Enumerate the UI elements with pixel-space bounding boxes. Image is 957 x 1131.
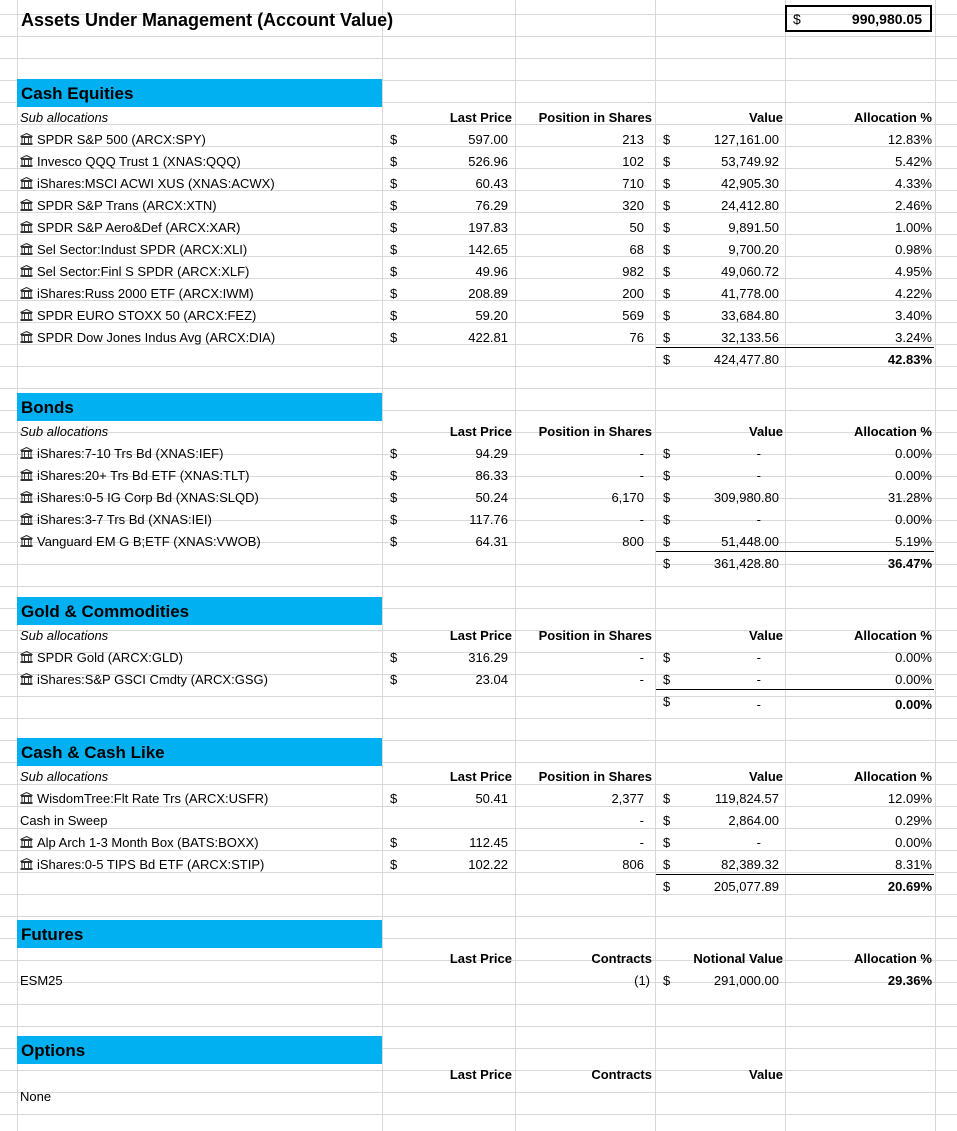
holding-label: iShares:Russ 2000 ETF (ARCX:IWM) bbox=[37, 286, 254, 301]
total-underline bbox=[786, 347, 934, 348]
position-value: - bbox=[756, 468, 761, 483]
position-value: - bbox=[756, 512, 761, 527]
section-header: Bonds bbox=[17, 393, 382, 421]
position-value: 309,980.80 bbox=[713, 490, 779, 505]
position-value: 127,161.00 bbox=[713, 132, 779, 147]
page-title: Assets Under Management (Account Value) bbox=[21, 10, 394, 30]
futures-value-currency: $ bbox=[663, 973, 671, 988]
position-shares: - bbox=[639, 672, 644, 687]
options-none-label: None bbox=[20, 1089, 52, 1104]
position-shares: - bbox=[639, 468, 644, 483]
price-currency: $ bbox=[390, 835, 398, 850]
holding-label: SPDR Gold (ARCX:GLD) bbox=[37, 650, 183, 665]
allocation-pct: 0.29% bbox=[895, 813, 932, 828]
aum-total-box bbox=[785, 5, 932, 32]
section-header: Futures bbox=[17, 920, 382, 948]
grid-row-line bbox=[0, 58, 957, 59]
holding-label: Alp Arch 1-3 Month Box (BATS:BOXX) bbox=[37, 835, 259, 850]
futures-allocation: 29.36% bbox=[887, 973, 932, 988]
position-value: 82,389.32 bbox=[721, 857, 779, 872]
bank-building-icon bbox=[20, 513, 33, 525]
position-value: 9,700.20 bbox=[728, 242, 779, 257]
holding-name[interactable] bbox=[20, 669, 268, 691]
col-header-last-price: Last Price bbox=[449, 628, 512, 643]
holding-name[interactable] bbox=[20, 305, 256, 327]
value-currency: $ bbox=[663, 198, 671, 213]
price-currency: $ bbox=[390, 286, 398, 301]
holding-label: Vanguard EM G B;ETF (XNAS:VWOB) bbox=[37, 534, 261, 549]
value-currency: $ bbox=[663, 286, 671, 301]
holding-label: iShares:MSCI ACWI XUS (XNAS:ACWX) bbox=[37, 176, 275, 191]
col-header-value: Value bbox=[749, 628, 783, 643]
price-currency: $ bbox=[390, 264, 398, 279]
value-currency: $ bbox=[663, 308, 671, 323]
bank-building-icon bbox=[20, 221, 33, 233]
position-shares: 569 bbox=[622, 308, 644, 323]
last-price: 526.96 bbox=[468, 154, 508, 169]
last-price: 102.22 bbox=[468, 857, 508, 872]
allocation-pct: 5.19% bbox=[895, 534, 932, 549]
position-value: 51,448.00 bbox=[721, 534, 779, 549]
holding-name[interactable] bbox=[20, 509, 212, 531]
price-currency: $ bbox=[390, 672, 398, 687]
col-header-last-price: Last Price bbox=[449, 110, 512, 125]
section-total-value: 361,428.80 bbox=[713, 556, 779, 571]
price-currency: $ bbox=[390, 176, 398, 191]
allocation-pct: 3.24% bbox=[895, 330, 932, 345]
total-underline bbox=[656, 551, 786, 552]
bank-building-icon bbox=[20, 858, 33, 870]
position-value: 24,412.80 bbox=[721, 198, 779, 213]
bank-building-icon bbox=[20, 133, 33, 145]
sub-allocations-label: Sub allocations bbox=[20, 110, 109, 125]
section-total-allocation: 36.47% bbox=[887, 556, 932, 571]
position-shares: 6,170 bbox=[611, 490, 644, 505]
grid-col-line bbox=[17, 0, 18, 1131]
col-header-position: Position in Shares bbox=[538, 424, 652, 439]
position-shares: 710 bbox=[622, 176, 644, 191]
section-total-allocation: 20.69% bbox=[887, 879, 932, 894]
col-header-value: Value bbox=[749, 110, 783, 125]
holding-label: Sel Sector:Finl S SPDR (ARCX:XLF) bbox=[37, 264, 250, 279]
holding-name[interactable] bbox=[20, 810, 107, 832]
value-currency: $ bbox=[663, 791, 671, 806]
section-total-allocation: 0.00% bbox=[895, 697, 932, 712]
allocation-pct: 2.46% bbox=[895, 198, 932, 213]
position-shares: 68 bbox=[629, 242, 644, 257]
holding-label: SPDR EURO STOXX 50 (ARCX:FEZ) bbox=[37, 308, 257, 323]
holding-name[interactable] bbox=[20, 327, 275, 349]
allocation-pct: 0.00% bbox=[895, 672, 932, 687]
allocation-pct: 0.00% bbox=[895, 446, 932, 461]
position-shares: - bbox=[639, 446, 644, 461]
allocation-pct: 1.00% bbox=[895, 220, 932, 235]
col-header-allocation: Allocation % bbox=[853, 110, 932, 125]
price-currency: $ bbox=[390, 446, 398, 461]
price-currency: $ bbox=[390, 220, 398, 235]
holding-name[interactable] bbox=[20, 261, 249, 283]
bank-building-icon bbox=[20, 331, 33, 343]
price-currency: $ bbox=[390, 154, 398, 169]
last-price: 142.65 bbox=[468, 242, 508, 257]
holding-label: SPDR S&P 500 (ARCX:SPY) bbox=[37, 132, 206, 147]
col-header-contracts: Contracts bbox=[591, 951, 652, 966]
allocation-pct: 12.83% bbox=[887, 132, 932, 147]
col-header-last-price: Last Price bbox=[449, 769, 512, 784]
last-price: 86.33 bbox=[475, 468, 508, 483]
position-shares: 213 bbox=[622, 132, 644, 147]
price-currency: $ bbox=[390, 650, 398, 665]
price-currency: $ bbox=[390, 791, 398, 806]
holding-label: iShares:S&P GSCI Cmdty (ARCX:GSG) bbox=[37, 672, 268, 687]
position-value: 42,905.30 bbox=[721, 176, 779, 191]
bank-building-icon bbox=[20, 155, 33, 167]
holding-label: Cash in Sweep bbox=[20, 813, 108, 828]
bank-building-icon bbox=[20, 199, 33, 211]
holding-label: SPDR S&P Aero&Def (ARCX:XAR) bbox=[37, 220, 241, 235]
allocation-pct: 0.00% bbox=[895, 650, 932, 665]
holding-name[interactable] bbox=[20, 647, 183, 669]
holding-label: iShares:20+ Trs Bd ETF (XNAS:TLT) bbox=[37, 468, 250, 483]
holding-name[interactable] bbox=[20, 487, 259, 509]
grid-row-line bbox=[0, 586, 957, 587]
allocation-pct: 4.33% bbox=[895, 176, 932, 191]
last-price: 597.00 bbox=[468, 132, 508, 147]
position-value: 49,060.72 bbox=[721, 264, 779, 279]
value-currency: $ bbox=[663, 330, 671, 345]
col-header-value: Value bbox=[749, 1067, 783, 1082]
value-currency: $ bbox=[663, 512, 671, 527]
section-total-value: - bbox=[756, 697, 761, 712]
col-header-notional-value: Notional Value bbox=[693, 951, 783, 966]
position-value: - bbox=[756, 672, 761, 687]
position-value: 41,778.00 bbox=[721, 286, 779, 301]
last-price: 76.29 bbox=[475, 198, 508, 213]
last-price: 60.43 bbox=[475, 176, 508, 191]
value-currency: $ bbox=[663, 220, 671, 235]
col-header-allocation: Allocation % bbox=[853, 951, 932, 966]
position-shares: 2,377 bbox=[611, 791, 644, 806]
grid-row-line bbox=[0, 36, 957, 37]
allocation-pct: 31.28% bbox=[887, 490, 932, 505]
value-currency: $ bbox=[663, 176, 671, 191]
last-price: 94.29 bbox=[475, 446, 508, 461]
position-shares: 806 bbox=[622, 857, 644, 872]
sub-allocations-label: Sub allocations bbox=[20, 628, 109, 643]
price-currency: $ bbox=[390, 198, 398, 213]
aum-value: 990,980.05 bbox=[851, 11, 922, 27]
last-price: 208.89 bbox=[468, 286, 508, 301]
value-currency: $ bbox=[663, 446, 671, 461]
holding-name[interactable] bbox=[20, 465, 250, 487]
position-shares: 76 bbox=[629, 330, 644, 345]
position-shares: 320 bbox=[622, 198, 644, 213]
position-shares: 200 bbox=[622, 286, 644, 301]
last-price: 64.31 bbox=[475, 534, 508, 549]
holding-name[interactable] bbox=[20, 151, 241, 173]
value-currency: $ bbox=[663, 468, 671, 483]
last-price: 117.76 bbox=[469, 512, 508, 527]
last-price: 59.20 bbox=[475, 308, 508, 323]
col-header-position: Position in Shares bbox=[538, 628, 652, 643]
position-shares: - bbox=[639, 512, 644, 527]
sub-allocations-label: Sub allocations bbox=[20, 424, 109, 439]
holding-label: SPDR Dow Jones Indus Avg (ARCX:DIA) bbox=[37, 330, 276, 345]
col-header-last-price: Last Price bbox=[449, 424, 512, 439]
total-currency: $ bbox=[663, 556, 671, 571]
allocation-pct: 0.00% bbox=[895, 512, 932, 527]
section-header: Options bbox=[17, 1036, 382, 1064]
holding-name[interactable] bbox=[20, 832, 259, 854]
position-value: 53,749.92 bbox=[721, 154, 779, 169]
section-total-value: 424,477.80 bbox=[713, 352, 779, 367]
grid-row-line bbox=[0, 1026, 957, 1027]
grid-col-line bbox=[935, 0, 936, 1131]
allocation-pct: 8.31% bbox=[895, 857, 932, 872]
holding-name[interactable] bbox=[20, 443, 223, 465]
position-shares: - bbox=[639, 650, 644, 665]
position-value: 9,891.50 bbox=[728, 220, 779, 235]
total-currency: $ bbox=[663, 694, 671, 709]
futures-notional-value: 291,000.00 bbox=[713, 973, 779, 988]
position-value: - bbox=[756, 446, 761, 461]
position-value: - bbox=[756, 650, 761, 665]
col-header-position: Position in Shares bbox=[538, 769, 652, 784]
allocation-pct: 4.95% bbox=[895, 264, 932, 279]
value-currency: $ bbox=[663, 242, 671, 257]
total-underline bbox=[656, 689, 786, 690]
position-value: 32,133.56 bbox=[721, 330, 779, 345]
allocation-pct: 4.22% bbox=[895, 286, 932, 301]
sub-allocations-label: Sub allocations bbox=[20, 769, 109, 784]
total-underline bbox=[656, 874, 786, 875]
position-shares: 982 bbox=[622, 264, 644, 279]
value-currency: $ bbox=[663, 154, 671, 169]
price-currency: $ bbox=[390, 330, 398, 345]
bank-building-icon bbox=[20, 287, 33, 299]
allocation-pct: 5.42% bbox=[895, 154, 932, 169]
allocation-pct: 12.09% bbox=[887, 791, 932, 806]
section-header: Cash & Cash Like bbox=[17, 738, 382, 766]
section-header: Gold & Commodities bbox=[17, 597, 382, 625]
grid-row-line bbox=[0, 916, 957, 917]
price-currency: $ bbox=[390, 490, 398, 505]
allocation-pct: 0.98% bbox=[895, 242, 932, 257]
position-value: 119,824.57 bbox=[714, 791, 779, 806]
col-header-value: Value bbox=[749, 769, 783, 784]
value-currency: $ bbox=[663, 534, 671, 549]
last-price: 112.45 bbox=[469, 835, 508, 850]
last-price: 23.04 bbox=[475, 672, 508, 687]
grid-row-line bbox=[0, 718, 957, 719]
value-currency: $ bbox=[663, 132, 671, 147]
col-header-value: Value bbox=[749, 424, 783, 439]
holding-name[interactable] bbox=[20, 239, 247, 261]
bank-building-icon bbox=[20, 265, 33, 277]
col-header-last-price: Last Price bbox=[449, 1067, 512, 1082]
section-header: Cash Equities bbox=[17, 79, 382, 107]
col-header-allocation: Allocation % bbox=[853, 424, 932, 439]
bank-building-icon bbox=[20, 447, 33, 459]
grid-row-line bbox=[0, 1004, 957, 1005]
holding-label: iShares:3-7 Trs Bd (XNAS:IEI) bbox=[37, 512, 212, 527]
last-price: 316.29 bbox=[468, 650, 508, 665]
bank-building-icon bbox=[20, 836, 33, 848]
price-currency: $ bbox=[390, 308, 398, 323]
section-total-value: 205,077.89 bbox=[713, 879, 779, 894]
col-header-contracts: Contracts bbox=[591, 1067, 652, 1082]
price-currency: $ bbox=[390, 512, 398, 527]
position-value: 33,684.80 bbox=[721, 308, 779, 323]
holding-label: SPDR S&P Trans (ARCX:XTN) bbox=[37, 198, 217, 213]
bank-building-icon bbox=[20, 177, 33, 189]
holding-name[interactable] bbox=[20, 129, 206, 151]
price-currency: $ bbox=[390, 534, 398, 549]
price-currency: $ bbox=[390, 132, 398, 147]
holding-label: iShares:7-10 Trs Bd (XNAS:IEF) bbox=[37, 446, 224, 461]
bank-building-icon bbox=[20, 673, 33, 685]
col-header-position: Position in Shares bbox=[538, 110, 652, 125]
total-underline bbox=[786, 689, 934, 690]
holding-name[interactable] bbox=[20, 195, 217, 217]
grid-row-line bbox=[0, 1092, 957, 1093]
futures-contracts: (1) bbox=[634, 973, 650, 988]
last-price: 197.83 bbox=[468, 220, 508, 235]
value-currency: $ bbox=[663, 264, 671, 279]
total-underline bbox=[786, 551, 934, 552]
holding-label: Sel Sector:Indust SPDR (ARCX:XLI) bbox=[37, 242, 248, 257]
holding-name[interactable] bbox=[20, 531, 261, 553]
holding-name[interactable] bbox=[20, 283, 254, 305]
total-underline bbox=[786, 874, 934, 875]
price-currency: $ bbox=[390, 468, 398, 483]
value-currency: $ bbox=[663, 672, 671, 687]
col-header-allocation: Allocation % bbox=[853, 769, 932, 784]
price-currency: $ bbox=[390, 857, 398, 872]
position-shares: 50 bbox=[629, 220, 644, 235]
total-currency: $ bbox=[663, 352, 671, 367]
col-header-allocation: Allocation % bbox=[853, 628, 932, 643]
value-currency: $ bbox=[663, 813, 671, 828]
position-shares: 102 bbox=[622, 154, 644, 169]
holding-name[interactable] bbox=[20, 854, 264, 876]
grid-row-line bbox=[0, 1114, 957, 1115]
position-shares: - bbox=[639, 835, 644, 850]
last-price: 49.96 bbox=[475, 264, 508, 279]
last-price: 50.24 bbox=[475, 490, 508, 505]
total-underline bbox=[656, 347, 786, 348]
aum-currency: $ bbox=[793, 11, 801, 27]
last-price: 50.41 bbox=[475, 791, 508, 806]
col-header-last-price: Last Price bbox=[449, 951, 512, 966]
total-currency: $ bbox=[663, 879, 671, 894]
value-currency: $ bbox=[663, 835, 671, 850]
holding-label: iShares:0-5 IG Corp Bd (XNAS:SLQD) bbox=[37, 490, 259, 505]
value-currency: $ bbox=[663, 490, 671, 505]
value-currency: $ bbox=[663, 650, 671, 665]
bank-building-icon bbox=[20, 535, 33, 547]
bank-building-icon bbox=[20, 491, 33, 503]
bank-building-icon bbox=[20, 469, 33, 481]
allocation-pct: 0.00% bbox=[895, 468, 932, 483]
allocation-pct: 0.00% bbox=[895, 835, 932, 850]
last-price: 422.81 bbox=[468, 330, 508, 345]
value-currency: $ bbox=[663, 857, 671, 872]
holding-name[interactable] bbox=[20, 788, 268, 810]
bank-building-icon bbox=[20, 309, 33, 321]
bank-building-icon bbox=[20, 243, 33, 255]
position-value: 2,864.00 bbox=[728, 813, 779, 828]
holding-label: iShares:0-5 TIPS Bd ETF (ARCX:STIP) bbox=[37, 857, 265, 872]
holding-label: WisdomTree:Flt Rate Trs (ARCX:USFR) bbox=[37, 791, 269, 806]
holding-name[interactable] bbox=[20, 217, 241, 239]
price-currency: $ bbox=[390, 242, 398, 257]
grid-row-line bbox=[0, 388, 957, 389]
bank-building-icon bbox=[20, 792, 33, 804]
futures-contract-name[interactable]: ESM25 bbox=[20, 973, 63, 988]
position-value: - bbox=[756, 835, 761, 850]
position-shares: 800 bbox=[622, 534, 644, 549]
holding-label: Invesco QQQ Trust 1 (XNAS:QQQ) bbox=[37, 154, 241, 169]
allocation-pct: 3.40% bbox=[895, 308, 932, 323]
holding-name[interactable] bbox=[20, 173, 275, 195]
position-shares: - bbox=[639, 813, 644, 828]
bank-building-icon bbox=[20, 651, 33, 663]
section-total-allocation: 42.83% bbox=[887, 352, 932, 367]
